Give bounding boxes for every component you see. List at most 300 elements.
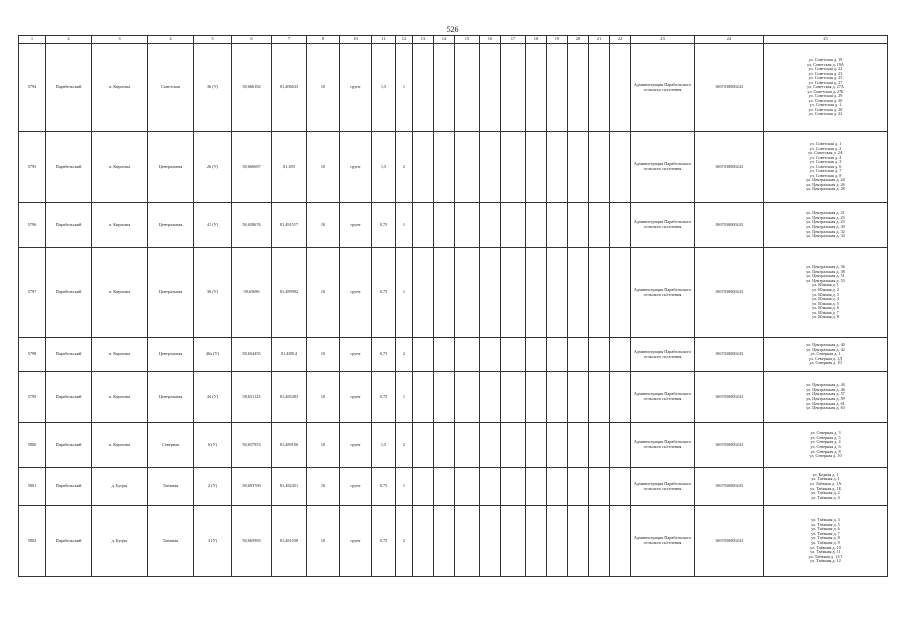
cell-lon: 81,481038 bbox=[272, 506, 307, 577]
cell-street: Таёжная bbox=[148, 468, 194, 506]
cell-empty bbox=[434, 338, 455, 372]
address-line: ул. Советская д. 2А bbox=[808, 150, 843, 156]
cell-owner: Администрация Парабельского сельского поселения bbox=[631, 338, 695, 372]
cell-empty bbox=[526, 468, 547, 506]
cell-empty bbox=[413, 372, 434, 423]
address-line: ул. Центральная д. 26 bbox=[806, 181, 845, 187]
cell-empty bbox=[610, 468, 631, 506]
address-line: ул. Центральная д. 36 bbox=[806, 264, 845, 270]
cell-empty bbox=[434, 203, 455, 248]
cell-c8: 10 bbox=[307, 372, 340, 423]
cell-lon: 81,482451 bbox=[272, 468, 307, 506]
cell-street: Центральная bbox=[148, 338, 194, 372]
cell-house: 40а (У) bbox=[194, 338, 232, 372]
column-header: 2 bbox=[46, 36, 92, 44]
cell-no: 5802 bbox=[19, 506, 46, 577]
cell-c12: 1 bbox=[396, 372, 413, 423]
cell-no: 5800 bbox=[19, 423, 46, 468]
cell-lon: 81,491517 bbox=[272, 203, 307, 248]
cell-district: Парабельский bbox=[46, 372, 92, 423]
cell-empty bbox=[589, 203, 610, 248]
cell-empty bbox=[568, 203, 589, 248]
cell-owner: Администрация Парабельского сельского поселения bbox=[631, 468, 695, 506]
cell-lon: 81,48814 bbox=[272, 338, 307, 372]
cell-empty bbox=[455, 132, 480, 203]
cell-street: Центральная bbox=[148, 248, 194, 338]
cell-district: Парабельский bbox=[46, 338, 92, 372]
cell-empty bbox=[501, 203, 526, 248]
cell-empty bbox=[610, 44, 631, 132]
cell-lat: 58,651123 bbox=[232, 372, 272, 423]
cell-no: 5801 bbox=[19, 468, 46, 506]
cell-c10: грунт bbox=[340, 44, 372, 132]
cell-empty bbox=[455, 338, 480, 372]
cell-c12: 1 bbox=[396, 248, 413, 338]
table-row bbox=[19, 423, 888, 468]
cell-no: 5795 bbox=[19, 132, 46, 203]
address-line: ул. Северная д. 1 bbox=[810, 351, 841, 357]
address-line: ул. Северная д. 1Д bbox=[809, 355, 842, 361]
cell-empty bbox=[526, 338, 547, 372]
cell-c8: 10 bbox=[307, 248, 340, 338]
cell-no: 5794 bbox=[19, 44, 46, 132]
address-line: ул. Северная д. 3 bbox=[810, 430, 841, 436]
cell-empty bbox=[547, 132, 568, 203]
cell-empty bbox=[589, 338, 610, 372]
cell-owner: Администрация Парабельского сельского поселения bbox=[631, 423, 695, 468]
cell-lon: 81,489106 bbox=[272, 423, 307, 468]
address-line: ул. Северная д. 10 bbox=[809, 360, 842, 366]
column-header: 17 bbox=[501, 36, 526, 44]
cell-c10: грунт bbox=[340, 132, 372, 203]
cell-empty bbox=[547, 468, 568, 506]
cell-c12: 2 bbox=[396, 132, 413, 203]
cell-empty bbox=[526, 423, 547, 468]
cell-house: 3 (У) bbox=[194, 506, 232, 577]
table-row bbox=[19, 132, 888, 203]
address-line: ул. Советская д. 30 bbox=[808, 97, 843, 103]
cell-locality: п. Киргизка bbox=[92, 203, 148, 248]
cell-ogrn: 1067030000243 bbox=[695, 372, 764, 423]
cell-no: 5799 bbox=[19, 372, 46, 423]
cell-lat: 58,65696 bbox=[232, 248, 272, 338]
cell-empty bbox=[501, 506, 526, 577]
cell-c10: грунт bbox=[340, 423, 372, 468]
cell-empty bbox=[526, 44, 547, 132]
cell-empty bbox=[610, 423, 631, 468]
cell-empty bbox=[501, 338, 526, 372]
column-header: 15 bbox=[455, 36, 480, 44]
cell-empty bbox=[480, 44, 501, 132]
cell-c12: 1 bbox=[396, 44, 413, 132]
cell-lat: 58,693706 bbox=[232, 468, 272, 506]
cell-empty bbox=[480, 423, 501, 468]
cell-ogrn: 1067030000243 bbox=[695, 248, 764, 338]
address-line: ул. Северная д. 8 bbox=[810, 448, 841, 454]
cell-empty bbox=[413, 338, 434, 372]
cell-ogrn: 1067030000243 bbox=[695, 338, 764, 372]
cell-no: 5798 bbox=[19, 338, 46, 372]
address-line: ул. Советская д. 1 bbox=[809, 141, 842, 147]
column-header: 24 bbox=[695, 36, 764, 44]
column-header: 16 bbox=[480, 36, 501, 44]
address-line: ул. Центральная д. 63 bbox=[806, 405, 845, 411]
cell-empty bbox=[434, 506, 455, 577]
cell-addresses bbox=[764, 506, 888, 577]
cell-empty bbox=[526, 248, 547, 338]
column-header: 12 bbox=[396, 36, 413, 44]
cell-empty bbox=[568, 423, 589, 468]
cell-c12: 1 bbox=[396, 468, 413, 506]
cell-c11: 0,75 bbox=[372, 506, 396, 577]
cell-house: 44 (У) bbox=[194, 372, 232, 423]
cell-empty bbox=[480, 372, 501, 423]
cell-lat: 58,658676 bbox=[232, 203, 272, 248]
cell-empty bbox=[413, 423, 434, 468]
address-line: ул. Советская д. 6 bbox=[809, 163, 842, 169]
column-header: 10 bbox=[340, 36, 372, 44]
cell-lon: 81,485483 bbox=[272, 372, 307, 423]
column-header: 5 bbox=[194, 36, 232, 44]
address-line: ул. Центральная д. 46 bbox=[806, 386, 845, 392]
cell-addresses bbox=[764, 372, 888, 423]
cell-empty bbox=[589, 423, 610, 468]
cell-empty bbox=[455, 423, 480, 468]
cell-c11: 0,75 bbox=[372, 468, 396, 506]
cell-owner: Администрация Парабельского сельского поселения bbox=[631, 372, 695, 423]
address-line: ул. Таёжная д. 10 bbox=[810, 544, 841, 550]
cell-empty bbox=[568, 372, 589, 423]
address-line: ул. Центральная д. 24 bbox=[806, 177, 845, 183]
cell-lat: 58,665983 bbox=[232, 506, 272, 577]
address-line: ул. Таёжная д. 6 bbox=[811, 526, 840, 532]
address-line: ул. Южная д. 6 bbox=[812, 305, 839, 311]
address-line: ул. Таёжная д. 7 bbox=[811, 530, 840, 536]
cell-empty bbox=[434, 372, 455, 423]
cell-empty bbox=[434, 423, 455, 468]
column-header: 18 bbox=[526, 36, 547, 44]
table-row bbox=[19, 44, 888, 132]
column-header: 19 bbox=[547, 36, 568, 44]
cell-empty bbox=[480, 132, 501, 203]
cell-lat: 58,654455 bbox=[232, 338, 272, 372]
cell-ogrn: 1067030000243 bbox=[695, 423, 764, 468]
address-line: ул. Таёжная д. 2 bbox=[811, 490, 840, 496]
address-line: ул. Северная д. 4 bbox=[810, 439, 841, 445]
address-line: ул. Советская д. 3 bbox=[809, 159, 842, 165]
address-line: ул. Центральная д. 32 bbox=[806, 228, 845, 234]
cell-c11: 0,75 bbox=[372, 338, 396, 372]
cell-c11: 0,75 bbox=[372, 203, 396, 248]
cell-empty bbox=[568, 132, 589, 203]
cell-empty bbox=[610, 203, 631, 248]
cell-empty bbox=[501, 372, 526, 423]
address-line: ул. Южная д. 4 bbox=[812, 296, 839, 302]
address-line: ул. Центральная д. 34 bbox=[806, 233, 845, 239]
cell-empty bbox=[413, 132, 434, 203]
cell-empty bbox=[480, 203, 501, 248]
cell-empty bbox=[413, 203, 434, 248]
table-row bbox=[19, 338, 888, 372]
address-line: ул. Кедная д. 1 bbox=[812, 471, 839, 477]
address-line: ул. Советская д. 20 bbox=[808, 106, 843, 112]
cell-empty bbox=[610, 506, 631, 577]
address-line: ул. Советская д. 27 bbox=[808, 79, 843, 85]
cell-empty bbox=[547, 44, 568, 132]
address-line: ул. Южная д. 8 bbox=[812, 314, 839, 320]
address-line: ул. Таёжная д. 12 bbox=[810, 558, 841, 564]
cell-ogrn: 1067030000243 bbox=[695, 132, 764, 203]
cell-addresses bbox=[764, 468, 888, 506]
cell-lon: 81,489902 bbox=[272, 248, 307, 338]
cell-empty bbox=[589, 372, 610, 423]
cell-c11: 1,5 bbox=[372, 44, 396, 132]
address-line: ул. Центральная д. 25 bbox=[806, 219, 845, 225]
cell-empty bbox=[501, 132, 526, 203]
cell-locality: п. Киргизка bbox=[92, 44, 148, 132]
cell-empty bbox=[547, 203, 568, 248]
cell-empty bbox=[547, 506, 568, 577]
address-line: ул. Центральная д. 42 bbox=[806, 346, 845, 352]
cell-addresses bbox=[764, 423, 888, 468]
address-line: ул. Таёжная д. 8 bbox=[811, 535, 840, 541]
cell-locality: п. Киргизка bbox=[92, 132, 148, 203]
address-line: ул. Советская д. 25 bbox=[808, 75, 843, 81]
cell-street: Центральная bbox=[148, 372, 194, 423]
cell-c10: грунт bbox=[340, 372, 372, 423]
address-line: ул. Таёжная д. 5 bbox=[811, 521, 840, 527]
cell-c10: грунт bbox=[340, 506, 372, 577]
cell-lon: 81,493 bbox=[272, 132, 307, 203]
cell-c8: 10 bbox=[307, 203, 340, 248]
cell-ogrn: 1067030000243 bbox=[695, 203, 764, 248]
cell-c12: 2 bbox=[396, 338, 413, 372]
address-line: ул. Северная д. 6 bbox=[810, 444, 841, 449]
column-header: 11 bbox=[372, 36, 396, 44]
cell-empty bbox=[480, 506, 501, 577]
address-line: ул. Центральная д. 23 bbox=[806, 214, 845, 220]
address-line: ул. Северная д. 10 bbox=[809, 453, 842, 459]
cell-ogrn: 1067030000243 bbox=[695, 506, 764, 577]
cell-house: 2 (У) bbox=[194, 468, 232, 506]
column-header: 6 bbox=[232, 36, 272, 44]
cell-owner: Администрация Парабельского сельского поселения bbox=[631, 506, 695, 577]
address-line: ул. Советская д. 2 bbox=[809, 145, 842, 151]
cell-street: Центральная bbox=[148, 203, 194, 248]
cell-empty bbox=[501, 44, 526, 132]
cell-ogrn: 1067030000243 bbox=[695, 468, 764, 506]
cell-empty bbox=[526, 132, 547, 203]
column-header: 4 bbox=[148, 36, 194, 44]
address-line: ул. Северная д. 5 bbox=[810, 434, 841, 440]
cell-ogrn: 1067030000243 bbox=[695, 44, 764, 132]
cell-empty bbox=[589, 248, 610, 338]
cell-c10: грунт bbox=[340, 248, 372, 338]
cell-lon: 81,406633 bbox=[272, 44, 307, 132]
cell-empty bbox=[455, 468, 480, 506]
address-line: ул. Южная д. 1 bbox=[812, 282, 839, 288]
cell-locality: д. Бугры bbox=[92, 468, 148, 506]
column-header: 1 bbox=[19, 36, 46, 44]
address-line: ул. Таёжная д. 11 bbox=[810, 549, 841, 555]
cell-empty bbox=[526, 203, 547, 248]
cell-district: Парабельский bbox=[46, 423, 92, 468]
address-line: ул. Советская д. 19А bbox=[807, 61, 844, 67]
address-line: ул. Центральная д. 21 bbox=[806, 210, 845, 216]
table-row bbox=[19, 468, 888, 506]
cell-locality: п. Киргизка bbox=[92, 423, 148, 468]
cell-addresses bbox=[764, 338, 888, 372]
address-line: ул. Центральная д. 57 bbox=[806, 391, 845, 397]
cell-empty bbox=[455, 44, 480, 132]
cell-empty bbox=[434, 248, 455, 338]
cell-locality: д. Бугры bbox=[92, 506, 148, 577]
cell-empty bbox=[568, 338, 589, 372]
cell-street: Советская bbox=[148, 44, 194, 132]
address-line: ул. Центральная д. 44 bbox=[806, 382, 845, 388]
address-line: ул. Центральная д. 59 bbox=[806, 396, 845, 401]
cell-c8: 10 bbox=[307, 44, 340, 132]
cell-empty bbox=[501, 248, 526, 338]
cell-c10: грунт bbox=[340, 338, 372, 372]
address-line: ул. Советская д. 4 bbox=[809, 154, 842, 160]
cell-house: 26 (У) bbox=[194, 132, 232, 203]
cell-house: 41 (У) bbox=[194, 203, 232, 248]
cell-addresses bbox=[764, 203, 888, 248]
cell-empty bbox=[526, 372, 547, 423]
column-header: 25 bbox=[764, 36, 888, 44]
address-line: ул. Таёжная д. 1 bbox=[811, 476, 840, 482]
cell-district: Парабельский bbox=[46, 506, 92, 577]
address-line: ул. Южная д. 3 bbox=[812, 291, 839, 297]
address-line: ул. Южная д. 7 bbox=[812, 309, 839, 315]
column-header: 23 bbox=[631, 36, 695, 44]
cell-empty bbox=[434, 44, 455, 132]
cell-lat: 58,666182 bbox=[232, 44, 272, 132]
cell-street: Северная bbox=[148, 423, 194, 468]
cell-house: 36 (У) bbox=[194, 248, 232, 338]
table-row bbox=[19, 203, 888, 248]
cell-street: Центральная bbox=[148, 132, 194, 203]
address-line: ул. Советская д. 27Б bbox=[807, 88, 844, 94]
cell-empty bbox=[480, 468, 501, 506]
cell-c11: 1,5 bbox=[372, 132, 396, 203]
table-row bbox=[19, 248, 888, 338]
cell-owner: Администрация Парабельского сельского поселения bbox=[631, 44, 695, 132]
cell-empty bbox=[455, 203, 480, 248]
cell-addresses bbox=[764, 44, 888, 132]
cell-c11: 1,5 bbox=[372, 423, 396, 468]
address-line: ул. Южная д. 2 bbox=[812, 286, 839, 292]
cell-c10: грунт bbox=[340, 468, 372, 506]
cell-empty bbox=[434, 468, 455, 506]
column-header: 22 bbox=[610, 36, 631, 44]
cell-owner: Администрация Парабельского сельского поселения bbox=[631, 248, 695, 338]
cell-empty bbox=[547, 372, 568, 423]
address-line: ул. Таёжная д. 9 bbox=[811, 540, 840, 545]
cell-empty bbox=[610, 338, 631, 372]
cell-locality: п. Киргизка bbox=[92, 248, 148, 338]
cell-empty bbox=[434, 132, 455, 203]
cell-c12: 2 bbox=[396, 506, 413, 577]
cell-c8: 10 bbox=[307, 468, 340, 506]
cell-empty bbox=[547, 338, 568, 372]
address-line: ул. Таёжная д. 4 bbox=[811, 494, 840, 500]
cell-empty bbox=[526, 506, 547, 577]
cell-no: 5796 bbox=[19, 203, 46, 248]
table-row bbox=[19, 506, 888, 577]
address-line: ул. Центральная д. 61 bbox=[806, 400, 845, 406]
address-line: ул. Таёжная д. 1Б bbox=[810, 485, 841, 491]
cell-empty bbox=[501, 423, 526, 468]
address-line: ул. Центральная д. 51 bbox=[806, 273, 845, 279]
cell-locality: п. Киргизка bbox=[92, 372, 148, 423]
cell-lat: 58,657953 bbox=[232, 423, 272, 468]
address-line: ул. Советская д. 7 bbox=[809, 168, 842, 174]
cell-street: Таёжная bbox=[148, 506, 194, 577]
cell-owner: Администрация Парабельского сельского поселения bbox=[631, 132, 695, 203]
cell-empty bbox=[568, 506, 589, 577]
address-line: ул. Советская д. 19 bbox=[808, 57, 843, 63]
cell-empty bbox=[455, 506, 480, 577]
address-line: ул. Советская д. 27А bbox=[807, 84, 844, 90]
cell-empty bbox=[610, 372, 631, 423]
address-line: ул. Южная д. 5 bbox=[812, 300, 839, 306]
cell-addresses bbox=[764, 132, 888, 203]
column-header: 13 bbox=[413, 36, 434, 44]
cell-empty bbox=[547, 423, 568, 468]
cell-empty bbox=[589, 132, 610, 203]
column-header: 21 bbox=[589, 36, 610, 44]
address-line: ул. Центральная д. 53 bbox=[806, 277, 845, 283]
cell-empty bbox=[547, 248, 568, 338]
cell-district: Парабельский bbox=[46, 132, 92, 203]
cell-owner: Администрация Парабельского сельского поселения bbox=[631, 203, 695, 248]
cell-empty bbox=[568, 468, 589, 506]
address-line: ул. Центральная д. 38 bbox=[806, 268, 845, 274]
cell-empty bbox=[610, 132, 631, 203]
cell-empty bbox=[610, 248, 631, 338]
address-line: ул. Советская д. 22 bbox=[808, 66, 843, 72]
cell-c11: 0,75 bbox=[372, 248, 396, 338]
page-number: 526 bbox=[446, 25, 459, 34]
cell-empty bbox=[413, 44, 434, 132]
cell-district: Парабельский bbox=[46, 44, 92, 132]
column-header: 3 bbox=[92, 36, 148, 44]
address-line: ул. Советская д. 23 bbox=[808, 70, 843, 76]
cell-empty bbox=[589, 468, 610, 506]
cell-c12: 2 bbox=[396, 423, 413, 468]
cell-house: 36 (У) bbox=[194, 44, 232, 132]
cell-c12: 1 bbox=[396, 203, 413, 248]
cell-empty bbox=[589, 44, 610, 132]
cell-lat: 58,660687 bbox=[232, 132, 272, 203]
address-line: ул. Центральная д. 40 bbox=[806, 342, 845, 348]
cell-empty bbox=[455, 372, 480, 423]
cell-district: Парабельский bbox=[46, 203, 92, 248]
cell-c11: 0,75 bbox=[372, 372, 396, 423]
cell-district: Парабельский bbox=[46, 468, 92, 506]
cell-empty bbox=[568, 248, 589, 338]
cell-empty bbox=[568, 44, 589, 132]
cell-c8: 10 bbox=[307, 506, 340, 577]
cell-locality: п. Киргизка bbox=[92, 338, 148, 372]
cell-empty bbox=[589, 506, 610, 577]
cell-empty bbox=[413, 506, 434, 577]
cell-house: 6 (У) bbox=[194, 423, 232, 468]
cell-c8: 10 bbox=[307, 132, 340, 203]
cell-c8: 10 bbox=[307, 423, 340, 468]
